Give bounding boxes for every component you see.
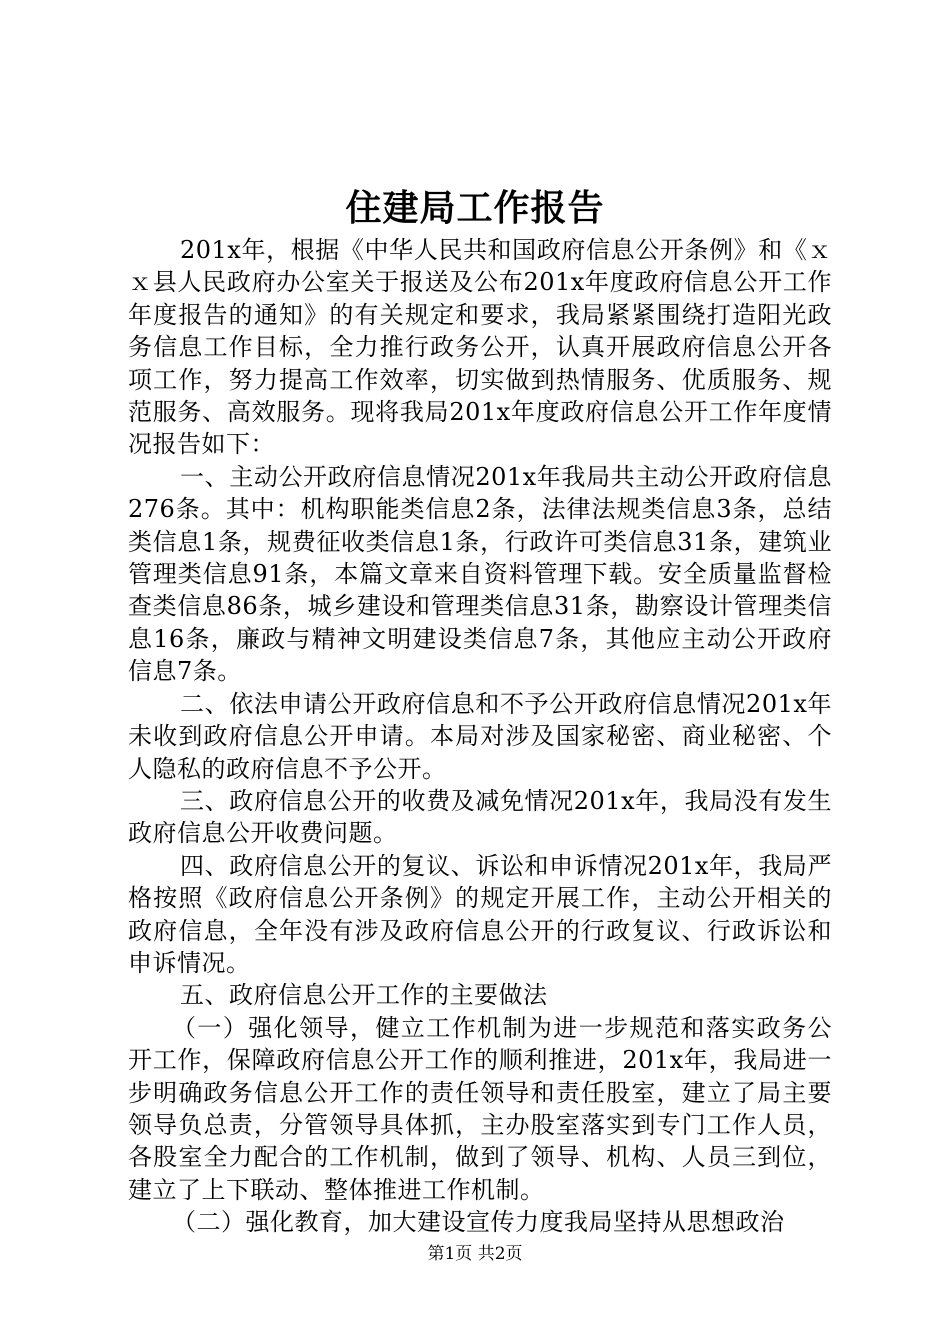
paragraph-subsection-2: （二）强化教育，加大建设宣传力度我局坚持从思想政治 xyxy=(172,1208,785,1237)
paragraph-intro: 201x年，根据《中华人民共和国政府信息公开条例》和《ｘｘ县人民政府办公室关于报送及公布201x年度政府信息公开工作年度报告的通知》的有关规定和要求，我局紧紧围绕打造阳光政务信息工作目标，全力推行政务公开，认真开展政府信息公开各项工作，努力提高工作效率，切实做到热情服务、优质服务、规范服务、高效服务。现将我局201x年度政府信息公开工作年度情况报告如下： xyxy=(128,236,832,459)
paragraph-section-1: 一、主动公开政府信息情况201x年我局共主动公开政府信息276条。其中：机构职能类信息2条，法律法规类信息3条，总结类信息1条，规费征收类信息1条，行政许可类信息31条，建筑业管理类信息91条，本篇文章来自资料管理下载。安全质量监督检查类信息86条，城乡建设和管理类信息31条，勘察设计管理类信息16条，廉政与精神文明建设类信息7条，其他应主动公开政府信息7条。 xyxy=(128,462,832,686)
paragraph-section-4: 四、政府信息公开的复议、诉讼和申诉情况201x年，我局严格按照《政府信息公开条例》的规定开展工作，主动公开相关的政府信息，全年没有涉及政府信息公开的行政复议、行政诉讼和申诉情况。 xyxy=(128,851,832,977)
document-title: 住建局工作报告 xyxy=(345,187,605,229)
document-body xyxy=(128,234,832,1239)
paragraph-section-5-heading: 五、政府信息公开工作的主要做法 xyxy=(180,981,548,1010)
paragraph-section-2: 二、依法申请公开政府信息和不予公开政府信息情况201x年未收到政府信息公开申请。本局对涉及国家秘密、商业秘密、个人隐私的政府信息不予公开。 xyxy=(128,689,832,783)
paragraph-section-3: 三、政府信息公开的收费及减免情况201x年，我局没有发生政府信息公开收费问题。 xyxy=(128,786,832,848)
page-number-footer: 第1页 共2页 xyxy=(427,1244,523,1264)
paragraph-subsection-1: （一）强化领导，健立工作机制为进一步规范和落实政务公开工作，保障政府信息公开工作的顺利推进，201x年，我局进一步明确政务信息公开工作的责任领导和责任股室，建立了局主要领导负总责，分管领导具体抓，主办股室落实到专门工作人员，各股室全力配合的工作机制，做到了领导、机构、人员三到位，建立了上下联动、整体推进工作机制。 xyxy=(128,1013,832,1204)
